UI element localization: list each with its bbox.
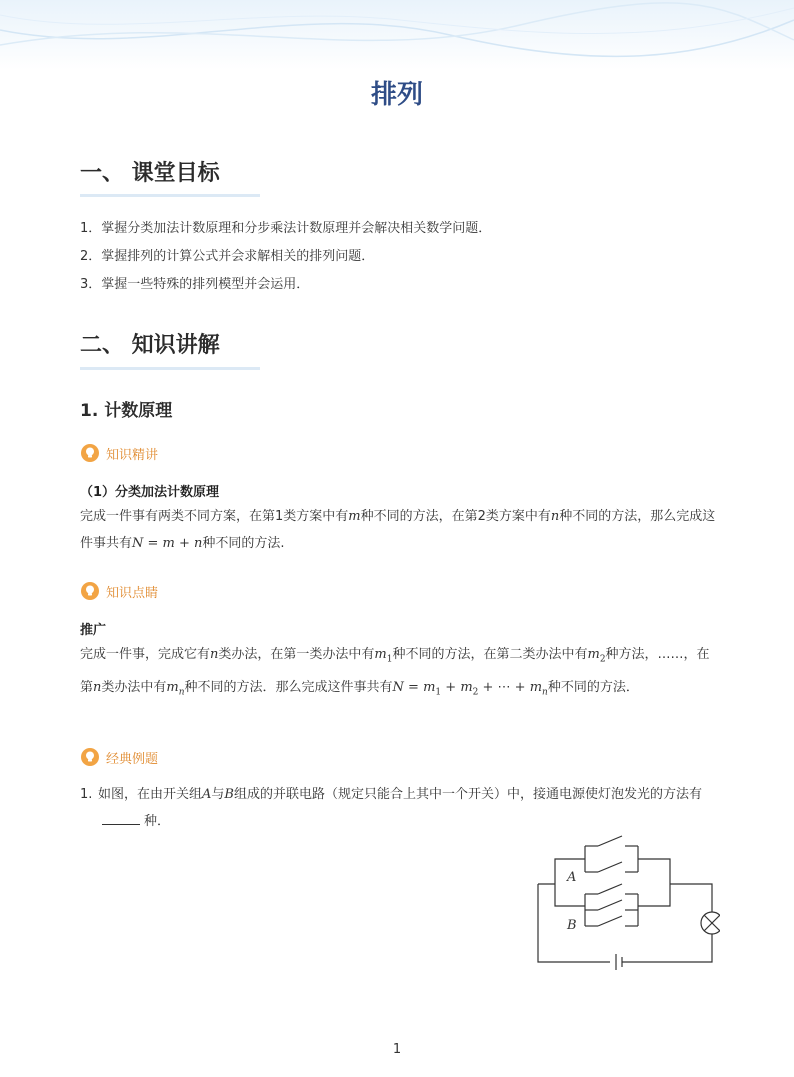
lightbulb-icon xyxy=(80,747,100,767)
subsection-heading: 1. 计数原理 xyxy=(80,401,173,421)
page-number: 1 xyxy=(392,1042,402,1057)
section-underline xyxy=(80,367,260,370)
tag-knowledge-explain xyxy=(80,443,158,463)
tag-label: 经典例题 xyxy=(106,751,159,767)
example-question: 1. 如图，在由开关组A与B组成的并联电路（规定只能合上其中一个开关）中，接通电源使灯泡发光的方法有种． xyxy=(80,787,702,829)
principle-title: （1）分类加法计数原理 xyxy=(80,485,220,500)
section-underline xyxy=(80,194,260,197)
tag-key-points xyxy=(80,581,158,601)
tag-label: 知识精讲 xyxy=(106,447,159,463)
answer-blank[interactable] xyxy=(102,812,140,825)
circuit-label-b: B xyxy=(567,918,577,933)
principle-text: 完成一件事有两类不同方案，在第1类方案中有m种不同的方法，在第2类方案中有n种不同的方法，那么完成这件事共有N = m + n种不同的方法. xyxy=(80,509,716,551)
section-heading-objectives: 一、 课堂目标 xyxy=(80,161,220,186)
circuit-label-a: A xyxy=(567,870,577,885)
tag-classic-example xyxy=(80,747,158,767)
section-heading-knowledge: 二、 知识讲解 xyxy=(80,333,220,358)
generalize-text: 完成一件事，完成它有n类办法，在第一类办法中有$m_1$种不同的方法，在第二类办法中有$m_2$种方法，……，在第n类办法中有$m_n$种不同的方法．那么完成这件事共有$N = m_1 + m_2$ + ⋯ + $m_n$种不同的方法． xyxy=(80,647,710,698)
tag-label: 知识点睛 xyxy=(106,585,159,601)
objective-item: 2．掌握排列的计算公式并会求解相关的排列问题． xyxy=(80,249,375,264)
lightbulb-icon xyxy=(80,581,100,601)
objective-item: 3．掌握一些特殊的排列模型并会运用． xyxy=(80,277,310,292)
objective-item: 1．掌握分类加法计数原理和分步乘法计数原理并会解决相关数学问题． xyxy=(80,221,492,236)
generalize-title: 推广 xyxy=(80,623,107,638)
header-decoration xyxy=(0,0,794,70)
document-title: 排列 xyxy=(370,80,423,110)
circuit-diagram xyxy=(530,826,720,971)
lightbulb-icon xyxy=(80,443,100,463)
